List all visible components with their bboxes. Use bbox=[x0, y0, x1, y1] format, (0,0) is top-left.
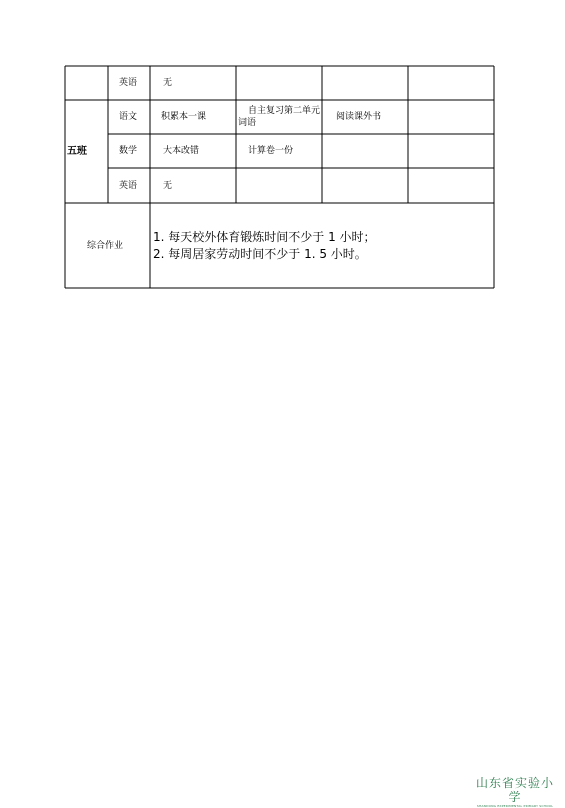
class5-chinese-hw1: 积累本一课 bbox=[161, 112, 207, 122]
school-logo-text: 山东省实验小学 bbox=[475, 776, 554, 804]
class5-math-hw1: 大本改错 bbox=[163, 146, 200, 156]
top-row-subject: 英语 bbox=[119, 78, 138, 88]
general-item-1: 1. 每天校外体育锻炼时间不少于 1 小时； bbox=[153, 230, 376, 244]
class5-math-hw2: 计算卷一份 bbox=[248, 146, 294, 156]
school-logo bbox=[470, 776, 560, 808]
class5-chinese-subject: 语文 bbox=[119, 112, 138, 122]
class5-chinese-hw2: 自主复习第二单元词语 bbox=[238, 106, 321, 128]
class5-label: 五班 bbox=[67, 146, 87, 157]
class5-math-subject: 数学 bbox=[119, 146, 138, 156]
school-logo-english: SHANDONG EXPERIMENTAL PRIMARY SCHOOL bbox=[476, 804, 554, 808]
top-row-content: 无 bbox=[163, 78, 173, 88]
class5-english-subject: 英语 bbox=[119, 181, 138, 191]
class5-english-hw1: 无 bbox=[163, 181, 173, 191]
general-label: 综合作业 bbox=[87, 241, 124, 251]
class5-chinese-hw3: 阅读课外书 bbox=[336, 112, 382, 122]
general-item-2: 2. 每周居家劳动时间不少于 1. 5 小时。 bbox=[153, 247, 367, 261]
